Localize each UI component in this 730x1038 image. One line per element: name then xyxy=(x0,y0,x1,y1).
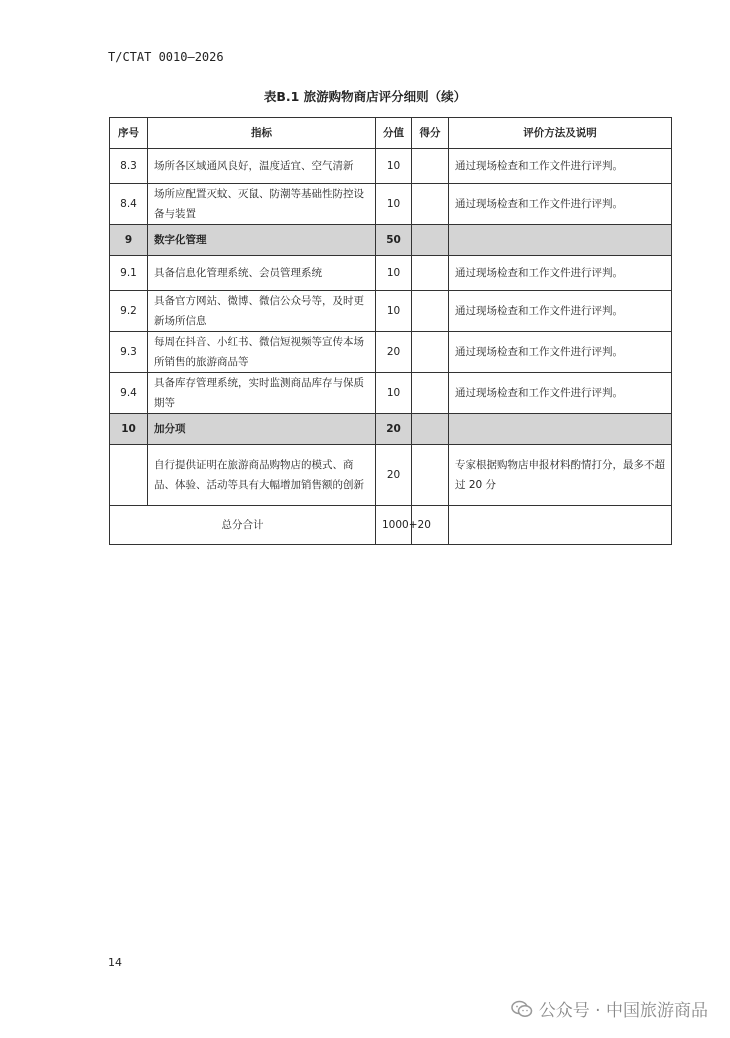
row-method: 通过现场检查和工作文件进行评判。 xyxy=(449,291,672,332)
row-points: 50 xyxy=(376,225,412,256)
row-indicator: 数字化管理 xyxy=(148,225,376,256)
row-indicator: 场所各区域通风良好，温度适宜、空气清新 xyxy=(148,149,376,184)
row-method xyxy=(449,225,672,256)
row-indicator: 场所应配置灭蚊、灭鼠、防潮等基础性防控设备与装置 xyxy=(148,184,376,225)
row-indicator: 具备官方网站、微博、微信公众号等，及时更新场所信息 xyxy=(148,291,376,332)
col-header-id: 序号 xyxy=(110,118,148,149)
row-indicator: 具备库存管理系统，实时监测商品库存与保质期等 xyxy=(148,373,376,414)
row-points: 10 xyxy=(376,149,412,184)
row-indicator: 每周在抖音、小红书、微信短视频等宣传本场所销售的旅游商品等 xyxy=(148,332,376,373)
table-row xyxy=(110,445,672,506)
table-header-row xyxy=(110,118,672,149)
table-row xyxy=(110,291,672,332)
row-id: 9.1 xyxy=(110,256,148,291)
row-score xyxy=(412,332,449,373)
col-header-indicator: 指标 xyxy=(148,118,376,149)
row-id: 8.3 xyxy=(110,149,148,184)
row-score xyxy=(412,414,449,445)
row-method: 专家根据购物店申报材料酌情打分，最多不超过 20 分 xyxy=(449,445,672,506)
row-id: 9.2 xyxy=(110,291,148,332)
row-method: 通过现场检查和工作文件进行评判。 xyxy=(449,184,672,225)
row-points: 10 xyxy=(376,184,412,225)
row-id: 9.4 xyxy=(110,373,148,414)
watermark xyxy=(511,996,708,1021)
scoring-table xyxy=(109,117,672,545)
row-points: 10 xyxy=(376,291,412,332)
row-points: 10 xyxy=(376,373,412,414)
table-row xyxy=(110,184,672,225)
row-points: 10 xyxy=(376,256,412,291)
row-score xyxy=(412,291,449,332)
table-row xyxy=(110,149,672,184)
row-id: 9.3 xyxy=(110,332,148,373)
total-points: 1000+20 xyxy=(376,506,412,545)
category-row xyxy=(110,414,672,445)
row-indicator: 自行提供证明在旅游商品购物店的模式、商品、体验、活动等具有大幅增加销售额的创新 xyxy=(148,445,376,506)
row-points: 20 xyxy=(376,332,412,373)
watermark-text: 公众号 · 中国旅游商品 xyxy=(538,1001,708,1021)
row-id: 9 xyxy=(110,225,148,256)
row-method: 通过现场检查和工作文件进行评判。 xyxy=(449,149,672,184)
row-method xyxy=(449,414,672,445)
row-score xyxy=(412,445,449,506)
row-method: 通过现场检查和工作文件进行评判。 xyxy=(449,332,672,373)
row-score xyxy=(412,184,449,225)
row-id: 8.4 xyxy=(110,184,148,225)
wechat-icon xyxy=(511,1000,533,1018)
col-header-points: 分值 xyxy=(376,118,412,149)
row-method: 通过现场检查和工作文件进行评判。 xyxy=(449,256,672,291)
category-row xyxy=(110,225,672,256)
table-row xyxy=(110,332,672,373)
row-score xyxy=(412,373,449,414)
row-score xyxy=(412,256,449,291)
row-points: 20 xyxy=(376,414,412,445)
row-indicator: 具备信息化管理系统、会员管理系统 xyxy=(148,256,376,291)
row-score xyxy=(412,225,449,256)
document-code: T/CTAT 0010—2026 xyxy=(108,50,224,64)
row-id: 10 xyxy=(110,414,148,445)
total-label: 总分合计 xyxy=(110,506,376,545)
row-id xyxy=(110,445,148,506)
row-method: 通过现场检查和工作文件进行评判。 xyxy=(449,373,672,414)
total-row xyxy=(110,506,672,545)
page-number: 14 xyxy=(108,956,122,969)
row-score xyxy=(412,149,449,184)
table-row xyxy=(110,256,672,291)
table-row xyxy=(110,373,672,414)
col-header-score: 得分 xyxy=(412,118,449,149)
row-points: 20 xyxy=(376,445,412,506)
col-header-method: 评价方法及说明 xyxy=(449,118,672,149)
row-indicator: 加分项 xyxy=(148,414,376,445)
table-title: 表B.1 旅游购物商店评分细则（续） xyxy=(263,89,467,104)
total-method xyxy=(449,506,672,545)
